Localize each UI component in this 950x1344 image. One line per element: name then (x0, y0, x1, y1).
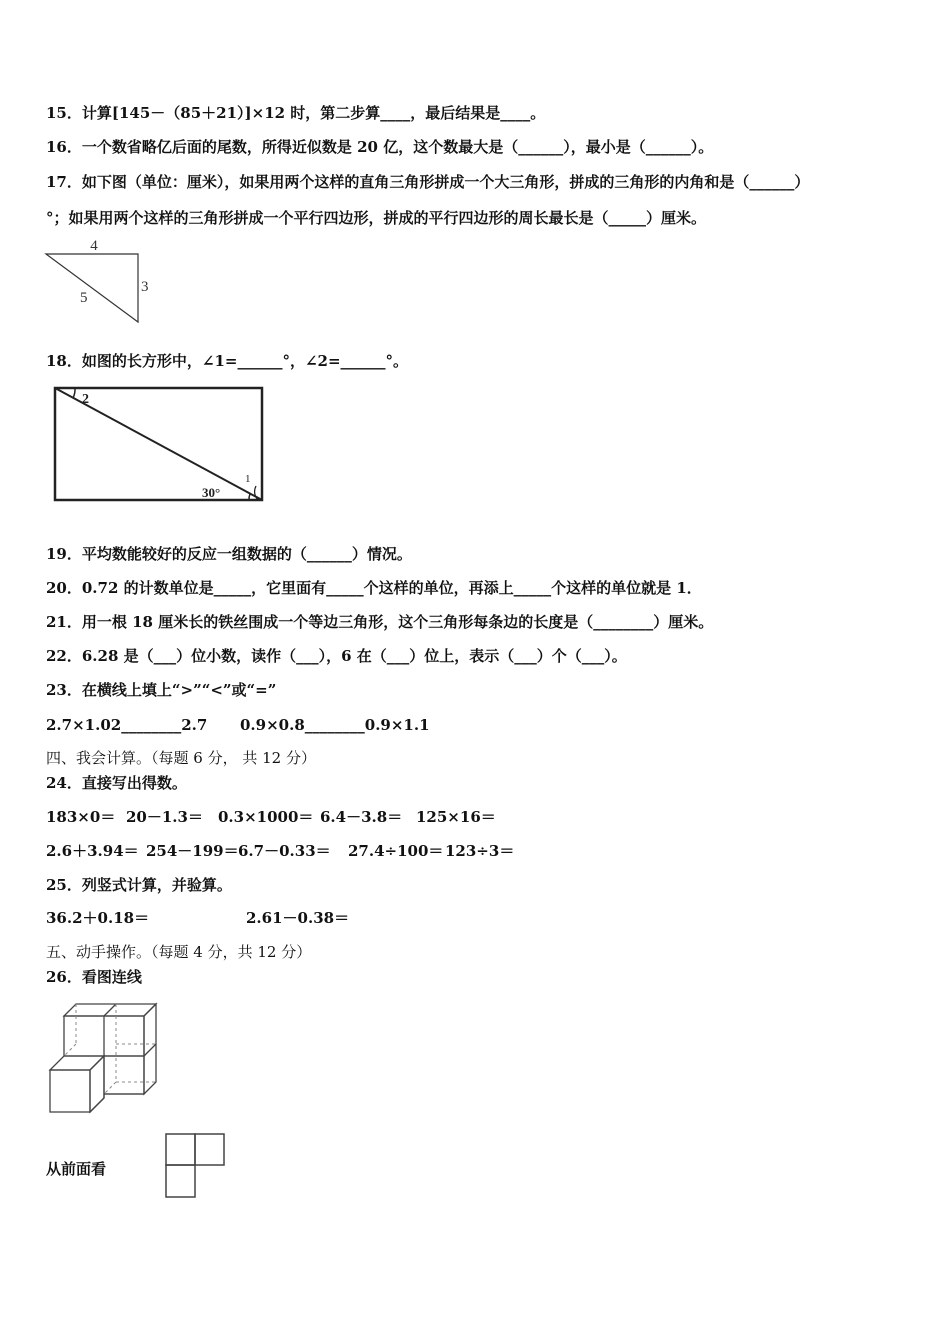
front-view-label: 从前面看 (46, 1160, 107, 1178)
question-24: 24．直接写出得数。 (46, 774, 187, 792)
section-5-heading: 五、动手操作。（每题 4 分，共 12 分） (46, 943, 312, 961)
calc-item: 123÷3＝ (445, 842, 515, 860)
cube-stack-figure (44, 998, 164, 1116)
question-23: 23．在横线上填上“>”“<”或“=” (46, 681, 277, 699)
question-18: 18．如图的长方形中，∠1=______°，∠2=______°。 (46, 352, 409, 370)
calc-item: 20－1.3＝ (126, 808, 203, 826)
calc-item: 125×16＝ (416, 808, 496, 826)
question-25-items (46, 908, 349, 928)
right-triangle-figure (40, 236, 170, 328)
angle-30-label: 30° (202, 485, 221, 500)
calc-item: 183×0＝ (46, 808, 116, 826)
rectangle-diagonal-figure (48, 384, 270, 506)
vertical-calc-item: 36.2＋0.18＝ (46, 909, 150, 927)
triangle-hypotenuse-label: 5 (80, 290, 88, 306)
question-24-row-1 (46, 807, 496, 827)
triangle-side-right-label: 3 (141, 279, 149, 295)
angle-2-label: 2 (82, 392, 89, 407)
question-26: 26．看图连线 (46, 968, 142, 986)
calc-item: 254－199＝ (146, 842, 239, 860)
question-24-row-2 (46, 841, 514, 861)
question-22: 22．6.28 是（___）位小数，读作（___），6 在（___）位上，表示（___）个（___）。 (46, 647, 627, 665)
question-17-line-1: 17．如下图（单位：厘米），如果用两个这样的直角三角形拼成一个大三角形，拼成的三角形的内角和是（______） (46, 173, 810, 191)
calc-item: 2.6＋3.94＝ (46, 842, 139, 860)
question-23-items (46, 715, 430, 735)
question-19: 19．平均数能较好的反应一组数据的（______）情况。 (46, 545, 412, 563)
question-15: 15．计算[145－（85＋21）]×12 时，第二步算____，最后结果是____。 (46, 104, 546, 122)
triangle-side-top-label: 4 (90, 238, 98, 254)
question-16: 16．一个数省略亿后面的尾数，所得近似数是 20 亿，这个数最大是（______），最小是（______）。 (46, 138, 714, 156)
vertical-calc-item: 2.61－0.38＝ (246, 909, 350, 927)
calc-item: 0.3×1000＝ (218, 808, 314, 826)
section-4-heading: 四、我会计算。（每题 6 分， 共 12 分） (46, 749, 316, 767)
question-17-line-2: °；如果用两个这样的三角形拼成一个平行四边形，拼成的平行四边形的周长最长是（_____）厘米。 (46, 209, 707, 227)
comparison-item: 0.9×0.8________0.9×1.1 (240, 716, 430, 734)
question-20: 20．0.72 的计数单位是_____，它里面有_____个这样的单位，再添上_____个这样的单位就是 1． (46, 579, 702, 597)
front-view-figure (162, 1132, 226, 1200)
question-25: 25．列竖式计算，并验算。 (46, 876, 232, 894)
calc-item: 6.4－3.8＝ (320, 808, 403, 826)
angle-1-label: 1 (245, 473, 251, 485)
comparison-item: 2.7×1.02________2.7 (46, 716, 208, 734)
question-21: 21．用一根 18 厘米长的铁丝围成一个等边三角形，这个三角形每条边的长度是（________）厘米。 (46, 613, 714, 631)
calc-item: 6.7－0.33＝ (238, 842, 331, 860)
calc-item: 27.4÷100＝ (348, 842, 444, 860)
